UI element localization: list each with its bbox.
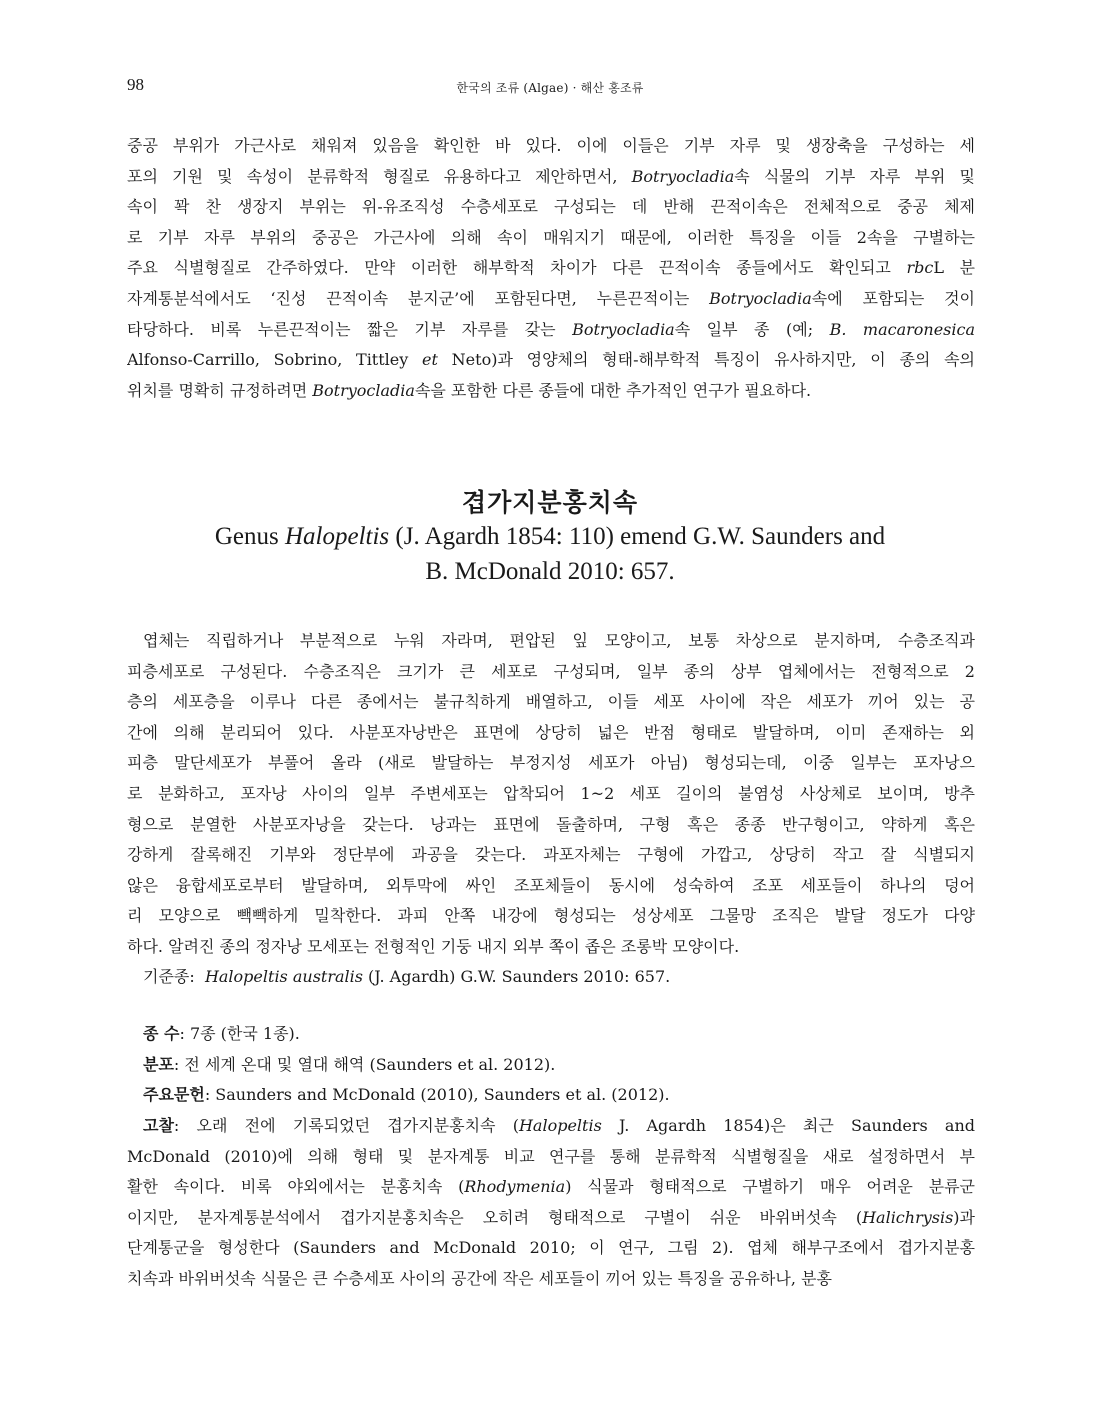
genus-meta xyxy=(127,1019,975,1111)
genus-heading-line-2: B. McDonald 2010: 657. xyxy=(425,558,675,585)
genus-heading-korean: 겹가지분홍치속 xyxy=(461,488,639,517)
desc-line: 간에 의해 분리되어 있다. 사분포자낭반은 표면에 상당히 넓은 반점 형태로 발달하며, 이미 존재하는 외 xyxy=(127,722,975,742)
desc-line: 형으로 분열한 사분포자낭을 갖는다. 낭과는 표면에 돌출하며, 구형 혹은 종종 반구형이고, 약하게 혹은 xyxy=(127,814,975,834)
intro-line: 중공 부위가 가근사로 채워져 있음을 확인한 바 있다. 이에 이들은 기부 자루 및 생장축을 구성하는 세 xyxy=(127,136,975,155)
intro-line: 주요 식별형질로 간주하였다. 만약 이러한 해부학적 차이가 다른 끈적이속 종들에서도 확인되고 rbcL 분 xyxy=(127,258,975,278)
distribution: 분포: 전 세계 온대 및 열대 해역 (Saunders et al. 2012). xyxy=(143,1054,556,1074)
desc-line: 로 분화하고, 포자낭 사이의 일부 주변세포는 압착되어 1~2 세포 길이의 불염성 사상체로 보이며, 방추 xyxy=(127,783,975,803)
intro-line: 포의 기원 및 속성이 분류학적 형질로 유용하다고 제안하면서, Botryocladia속 식물의 기부 자루 부위 및 xyxy=(127,166,975,186)
desc-line: 않은 융합세포로부터 발달하며, 외투막에 싸인 조포체들이 동시에 성숙하여 조포 세포들이 하나의 덩어 xyxy=(127,875,975,895)
type-species: 기준종: Halopeltis australis (J. Agardh) G.W. Saunders 2010: 657. xyxy=(143,967,671,986)
desc-line: 층의 세포층을 이루나 다른 종에서는 불규칙하게 배열하고, 이들 세포 사이에 작은 세포가 끼어 있는 공 xyxy=(127,692,975,712)
intro-line: 타당하다. 비록 누른끈적이는 짧은 기부 자루를 갖는 Botryocladia속 일부 종 (예; B. macaronesica xyxy=(127,319,975,339)
intro-line: Alfonso-Carrillo, Sobrino, Tittley et Neto)과 영양체의 형태-해부학적 특징이 유사하지만, 이 종의 속의 xyxy=(127,350,975,370)
running-header: 한국의 조류 (Algae) · 해산 홍조류 xyxy=(456,81,644,95)
desc-line: 하다. 알려진 종의 정자낭 모세포는 전형적인 기둥 내지 외부 쪽이 좁은 조롱박 모양이다. xyxy=(127,936,740,956)
desc-line: 엽체는 직립하거나 부분적으로 누워 자라며, 편압된 잎 모양이고, 보통 차상으로 분지하며, 수층조직과 xyxy=(143,631,975,650)
remarks-line: McDonald (2010)에 의해 형태 및 분자계통 비교 연구를 통해 분류학적 식별형질을 새로 설정하면서 부 xyxy=(127,1146,975,1166)
page-number: 98 xyxy=(127,75,144,94)
species-count: 종 수: 7종 (한국 1종). xyxy=(143,1024,300,1043)
genus-heading-english xyxy=(0,519,1100,589)
intro-line: 로 기부 자루 부위의 중공은 가근사에 의해 속이 매워지기 때문에, 이러한 특징을 이들 2속을 구별하는 xyxy=(127,227,975,247)
genus-heading-line-1: Genus Halopeltis (J. Agardh 1854: 110) emend G.W. Saunders and xyxy=(214,523,886,550)
description-paragraph xyxy=(127,626,975,963)
intro-line: 자계통분석에서도 ‘진성 끈적이속 분지군’에 포함된다면, 누른끈적이는 Botryocladia속에 포함되는 것이 xyxy=(127,288,975,308)
remarks-line: 이지만, 분자계통분석에서 겹가지분홍치속은 오히려 형태적으로 구별이 쉬운 바위버섯속 (Halichrysis)과 xyxy=(127,1207,975,1227)
references: 주요문헌: Saunders and McDonald (2010), Saunders et al. (2012). xyxy=(143,1085,670,1105)
type-species-name: Halopeltis australis xyxy=(204,967,363,986)
desc-line: 피층세포로 구성된다. 수층조직은 크기가 큰 세포로 구성되며, 일부 종의 상부 엽체에서는 전형적으로 2 xyxy=(127,661,975,681)
desc-line: 강하게 잘록해진 기부와 정단부에 과공을 갖는다. 과포자체는 구형에 가깝고, 상당히 작고 잘 식별되지 xyxy=(127,845,975,865)
desc-line: 리 모양으로 빽빽하게 밀착한다. 과피 안쪽 내강에 형성되는 성상세포 그물망 조직은 발달 정도가 다양 xyxy=(127,906,975,926)
intro-line: 속이 꽉 찬 생장지 부위는 위-유조직성 수층세포로 구성되는 데 반해 끈적이속은 전체적으로 중공 체제 xyxy=(127,197,975,217)
intro-line: 위치를 명확히 규정하려면 Botryocladia속을 포함한 다른 종들에 대한 추가적인 연구가 필요하다. xyxy=(127,380,812,400)
remarks-label: 고찰 xyxy=(143,1116,174,1135)
remarks-line: 고찰: 오래 전에 기록되었던 겹가지분홍치속 (Halopeltis J. Agardh 1854)은 최근 Saunders and xyxy=(143,1116,975,1135)
intro-paragraph xyxy=(127,131,975,406)
remarks-line: 단계통군을 형성한다 (Saunders and McDonald 2010; 이 연구, 그림 2). 엽체 해부구조에서 겹가지분홍 xyxy=(127,1238,975,1258)
remarks-line: 활한 속이다. 비록 야외에서는 분홍치속 (Rhodymenia) 식물과 형태적으로 구별하기 매우 어려운 분류군 xyxy=(127,1177,975,1197)
remarks-line: 치속과 바위버섯속 식물은 큰 수층세포 사이의 공간에 작은 세포들이 끼어 있는 특징을 공유하나, 분홍 xyxy=(127,1268,832,1288)
remarks-paragraph xyxy=(127,1111,975,1295)
desc-line: 피층 말단세포가 부풀어 올라 (새로 발달하는 부정지성 세포가 아님) 형성되는데, 이중 일부는 포자낭으 xyxy=(127,753,975,773)
genus-name: Halopeltis xyxy=(284,523,390,550)
